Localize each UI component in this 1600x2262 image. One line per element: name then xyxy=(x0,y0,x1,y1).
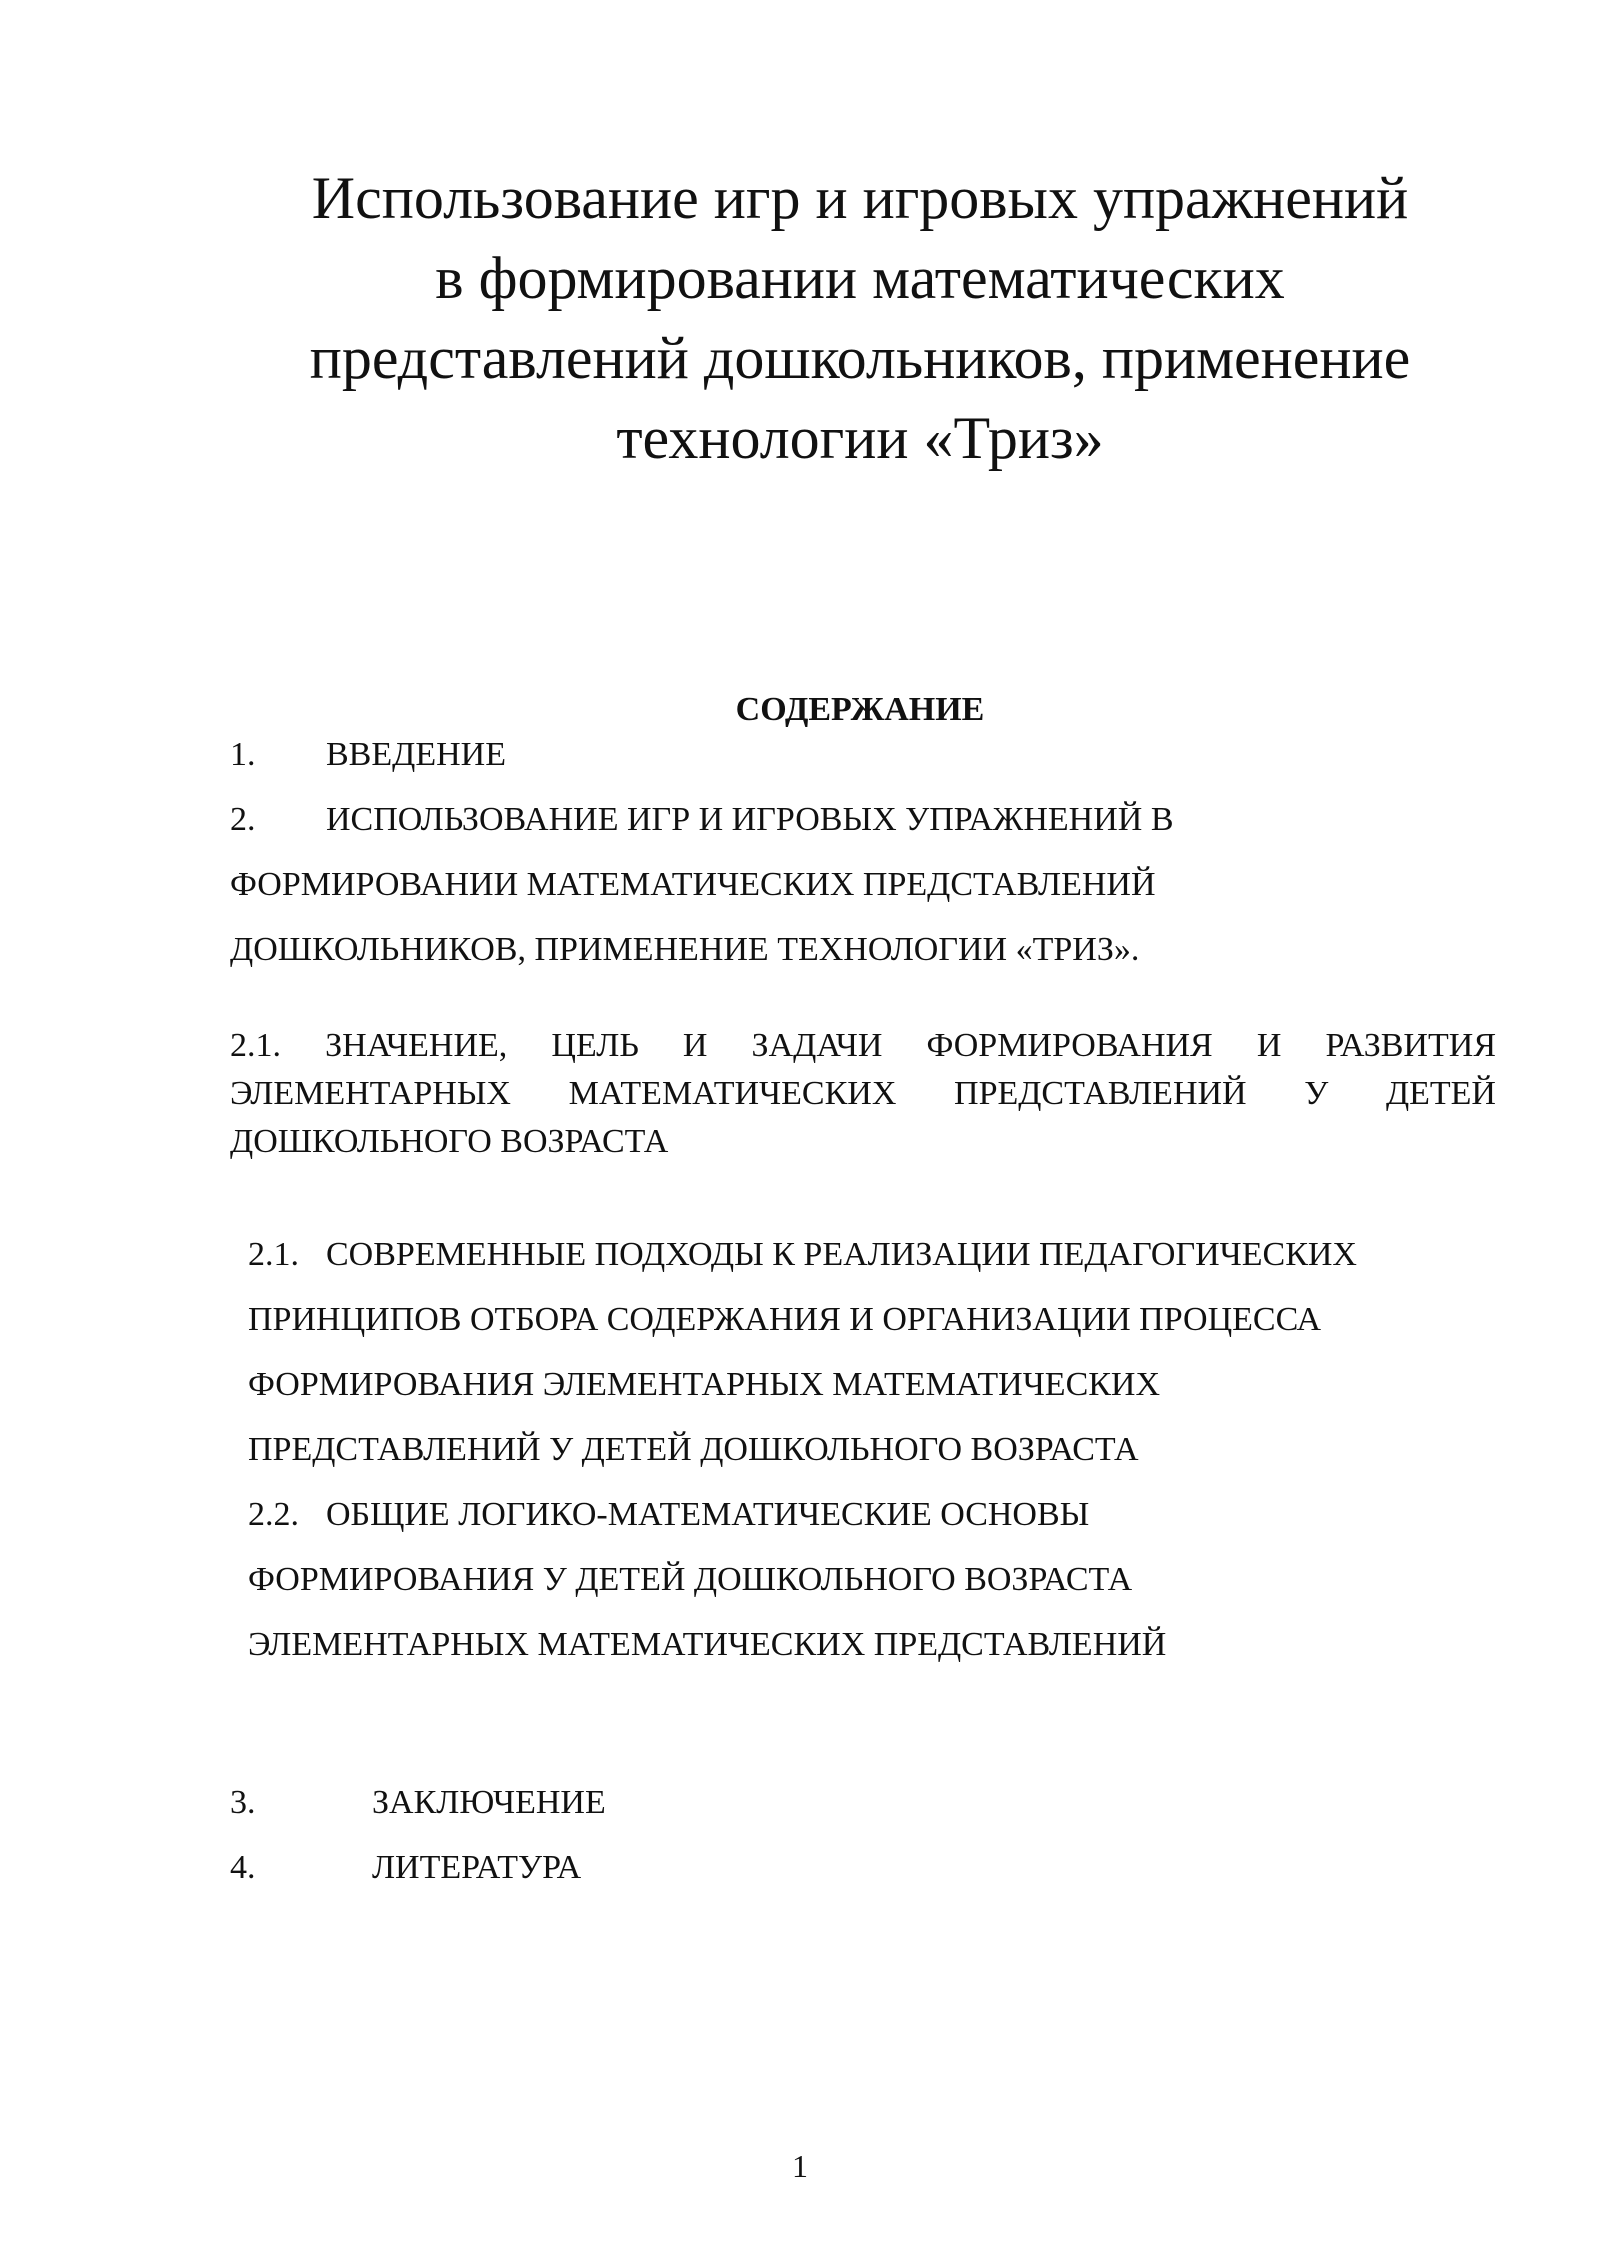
toc-item-line: ЭЛЕМЕНТАРНЫХ МАТЕМАТИЧЕСКИХ ПРЕДСТАВЛЕНИЙ У ДЕТЕЙ xyxy=(230,1075,1496,1112)
toc-item-section-2-1-meaning xyxy=(230,1022,1496,1166)
toc-item-text: ЗАКЛЮЧЕНИЕ xyxy=(372,1784,606,1821)
toc-item-number: 1. xyxy=(230,736,256,773)
toc-item-literature xyxy=(230,1848,581,1888)
toc-item-line: ЭЛЕМЕНТАРНЫХ МАТЕМАТИЧЕСКИХ ПРЕДСТАВЛЕНИЙ xyxy=(248,1626,1167,1663)
toc-item-text: ЛИТЕРАТУРА xyxy=(372,1849,582,1886)
toc-heading: СОДЕРЖАНИЕ xyxy=(735,691,985,728)
toc-item-text: ВВЕДЕНИЕ xyxy=(326,736,506,773)
toc-item-conclusion xyxy=(230,1783,606,1823)
toc-item-number: 3. xyxy=(230,1784,256,1821)
toc-item-line: ФОРМИРОВАНИЯ У ДЕТЕЙ ДОШКОЛЬНОГО ВОЗРАСТА xyxy=(248,1561,1133,1598)
title-line: Использование игр и игровых упражнений xyxy=(311,165,1409,231)
toc-item-line: ФОРМИРОВАНИЯ ЭЛЕМЕНТАРНЫХ МАТЕМАТИЧЕСКИХ xyxy=(248,1366,1161,1403)
toc-item-section-2-2 xyxy=(248,1495,1089,1535)
toc-item-section-2 xyxy=(230,800,1174,840)
page-number: 1 xyxy=(792,2148,808,2184)
toc-item-text: ОБЩИЕ ЛОГИКО-МАТЕМАТИЧЕСКИЕ ОСНОВЫ xyxy=(326,1496,1090,1533)
toc-item-number: 2.2. xyxy=(248,1496,299,1533)
toc-item-section-2-1-approaches xyxy=(248,1235,1357,1275)
title-line: представлений дошкольников, применение xyxy=(309,325,1411,391)
toc-item-text: СОВРЕМЕННЫЕ ПОДХОДЫ К РЕАЛИЗАЦИИ ПЕДАГОГИЧЕСКИХ xyxy=(326,1236,1357,1273)
toc-item-section-2-line: ФОРМИРОВАНИИ МАТЕМАТИЧЕСКИХ ПРЕДСТАВЛЕНИЙ xyxy=(230,866,1156,903)
toc-item-line: ПРИНЦИПОВ ОТБОРА СОДЕРЖАНИЯ И ОРГАНИЗАЦИИ ПРОЦЕССА xyxy=(248,1301,1322,1338)
toc-item-number: 2.1. xyxy=(248,1236,299,1273)
title-line: технологии «Триз» xyxy=(616,405,1104,471)
document-title xyxy=(200,158,1520,478)
toc-item-number: 2. xyxy=(230,801,256,838)
toc-item-line: ДОШКОЛЬНОГО ВОЗРАСТА xyxy=(230,1123,669,1160)
toc-item-number: 4. xyxy=(230,1849,256,1886)
toc-item-line: 2.1. ЗНАЧЕНИЕ, ЦЕЛЬ И ЗАДАЧИ ФОРМИРОВАНИЯ И РАЗВИТИЯ xyxy=(230,1027,1496,1064)
toc-item-line: ПРЕДСТАВЛЕНИЙ У ДЕТЕЙ ДОШКОЛЬНОГО ВОЗРАСТА xyxy=(248,1431,1139,1468)
title-line: в формировании математических xyxy=(435,245,1285,311)
toc-item-text: ИСПОЛЬЗОВАНИЕ ИГР И ИГРОВЫХ УПРАЖНЕНИЙ В xyxy=(326,801,1174,838)
toc-item-section-2-line: ДОШКОЛЬНИКОВ, ПРИМЕНЕНИЕ ТЕХНОЛОГИИ «ТРИЗ». xyxy=(230,931,1140,968)
toc-item-introduction xyxy=(230,735,506,775)
